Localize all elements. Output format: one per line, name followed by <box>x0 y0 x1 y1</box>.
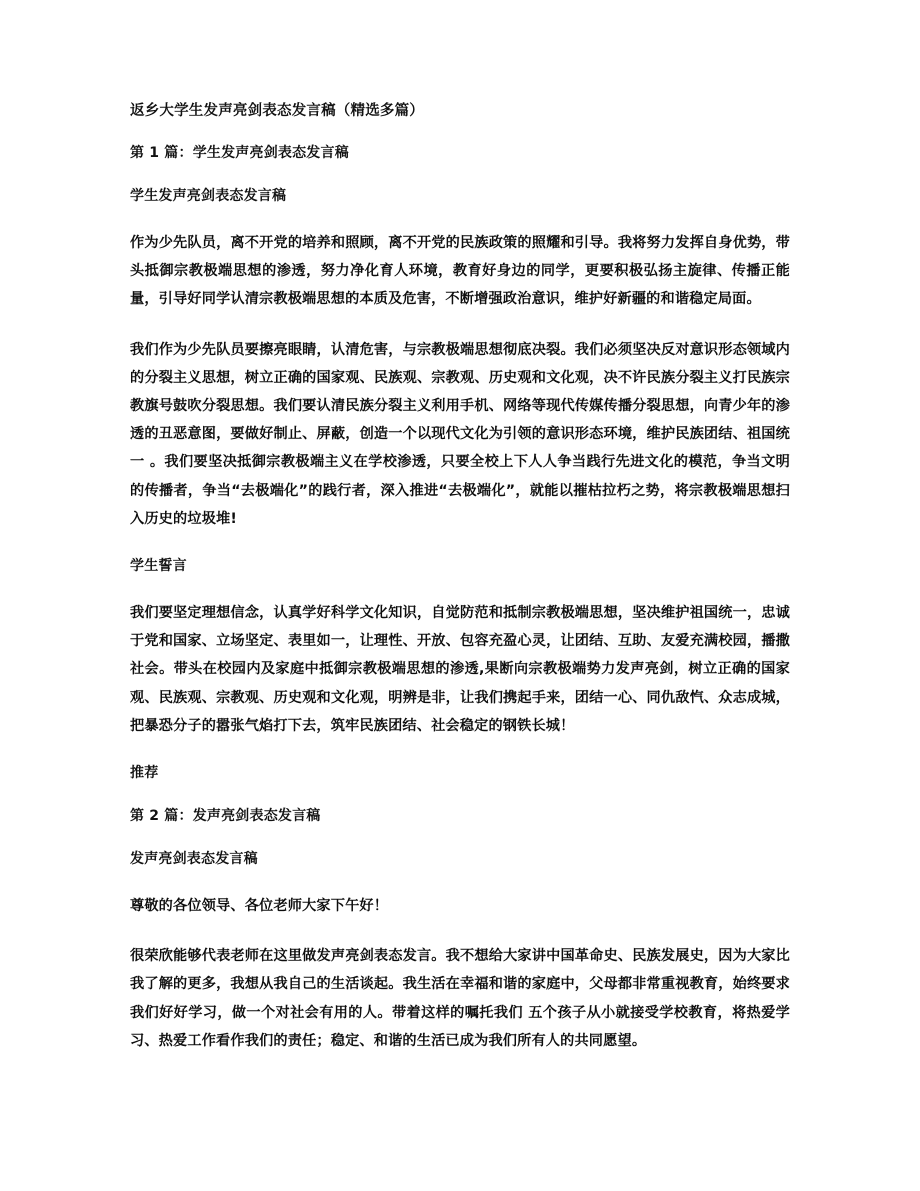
document-title: 返乡大学生发声亮剑表态发言稿（精选多篇） <box>130 103 424 119</box>
recommend-label: 推荐 <box>130 765 159 782</box>
paragraph: 作为少先队员，离不开党的培养和照顾，离不开党的民族政策的照耀和引导。我将努力发挥自身优势，带头抵御宗教极端思想的渗透，努力净化育人环境，教育好身边的同学，更要积极弘扬主旋律、传播正能量，引导好同学认清宗教极端思想的本质及危害，不断增强政治意识，维护好新疆的和谐稳定局面。 <box>130 235 790 308</box>
paragraph: 尊敬的各位领导、各位老师大家下午好！ <box>130 898 389 915</box>
paragraph: 很荣欣能够代表老师在这里做发声亮剑表态发言。我不想给大家讲中国革命史、民族发展史，因为大家比我了解的更多，我想从我自己的生活谈起。我生活在幸福和谐的家庭中，父母都非常重视教育，始终要求我们好好学习，做一个对社会有用的人。带着这样的嘱托我们 五个孩子从小就接受学校教育，将热爱学习、热爱工作看作我们的责任；稳定、和谐的生活已成为我们所有人的共同愿望。 <box>130 948 790 1049</box>
section-heading-2: 发声亮剑表态发言稿 <box>130 851 258 868</box>
paragraph: 我们作为少先队员要擦亮眼睛，认清危害，与宗教极端思想彻底决裂。我们必须坚决反对意识形态领域内的分裂主义思想，树立正确的国家观、民族观、宗教观、历史观和文化观，决不许民族分裂主义打民族宗教旗号鼓吹分裂思想。我们要认清民族分裂主义利用手机、网络等现代传媒传播分裂思想，向青少年的渗透的丑恶意图，要做好制止、屏蔽，创造一个以现代文化为引领的意识形态环境，维护民族团结、祖国统一 。我们要坚决抵御宗教极端主义在学校渗透，只要全校上下人人争当践行先进文化的模范，争当文明的传播者，争当“去极端化”的践行者，深入推进“去极端化”，就能以摧枯拉朽之势，将宗教极端思想扫入历史的垃圾堆! <box>130 341 790 527</box>
section-heading-1: 学生发声亮剑表态发言稿 <box>130 188 287 204</box>
section-label-1: 第 1 篇：学生发声亮剑表态发言稿 <box>130 145 349 161</box>
paragraph: 我们要坚定理想信念，认真学好科学文化知识，自觉防范和抵制宗教极端思想，坚决维护祖国统一，忠诚于党和国家、立场坚定、表里如一，让理性、开放、包容充盈心灵，让团结、互助、友爱充满校园，播撒社会。带头在校园内及家庭中抵御宗教极端思想的渗透,果断向宗教极端势力发声亮剑，树立正确的国家观、民族观、宗教观、历史观和文化观，明辨是非，让我们携起手来，团结一心、同仇敌忾、众志成城，把暴恐分子的嚣张气焰打下去，筑牢民族团结、社会稳定的钢铁长城！ <box>130 605 790 734</box>
document-body <box>130 100 790 1055</box>
pledge-heading: 学生誓言 <box>130 558 187 575</box>
section-label-2: 第 2 篇：发声亮剑表态发言稿 <box>130 808 321 825</box>
